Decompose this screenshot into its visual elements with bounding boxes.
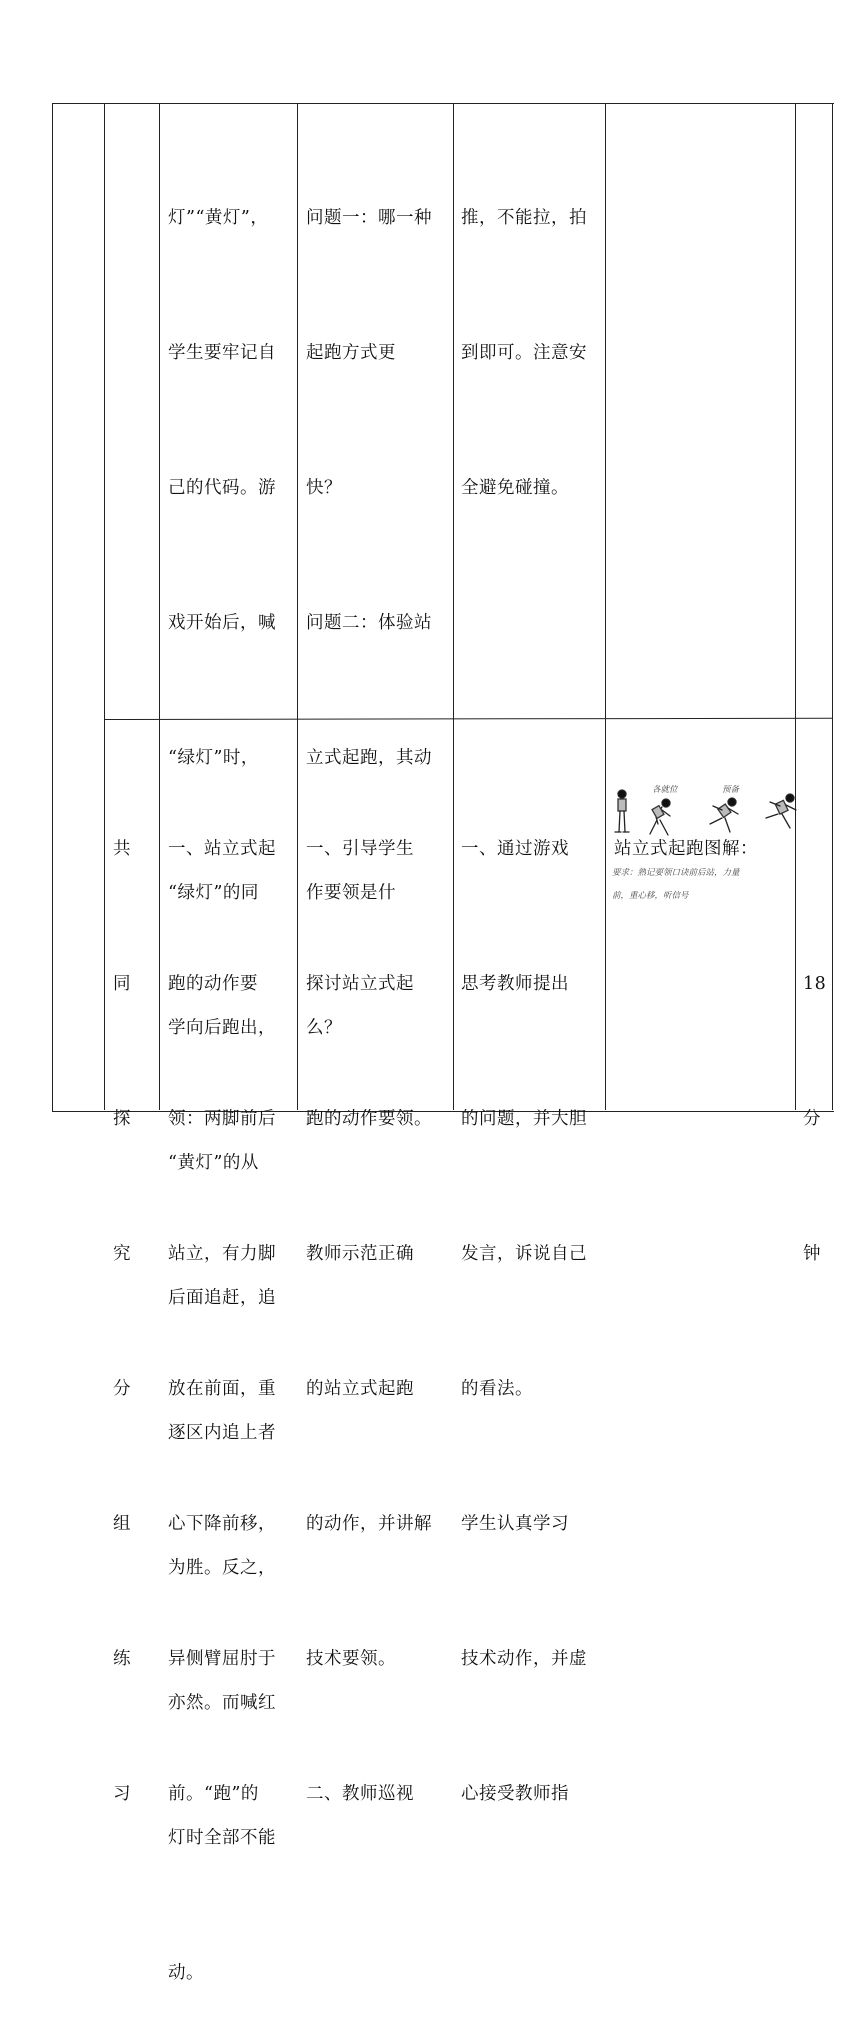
text-line: 探讨站立式起 [306,974,414,994]
text-line: 异侧臂屈肘于 [168,1649,276,1669]
text-line: 么？ [306,1018,342,1038]
text-line: 己的代码。游 [168,478,276,498]
text-line: 问题一：哪一种 [306,208,432,228]
standing-start-illustration [612,780,800,880]
phase-char: 共 [113,839,131,859]
text-line: 思考教师提出 [461,974,569,994]
text-line: 技术要领。 [306,1649,396,1669]
figure-title: 站立式起跑图解： [614,839,758,859]
figure-note-line2: 前，重心移，听信号 [612,891,689,901]
text-line: “黄灯”的从 [168,1153,259,1173]
text-line: 快？ [306,478,342,498]
column-divider [104,103,105,1110]
text-line: 心接受教师指 [461,1784,569,1804]
time-text: 分 [803,1109,821,1129]
text-line: 作要领是什 [306,883,396,903]
column-divider [297,103,298,1110]
figure-note [612,884,800,906]
text-line: 学生要牢记自 [168,343,276,363]
text-line: 灯”“黄灯”， [168,208,269,228]
text-line: 全避免碰撞。 [461,478,569,498]
phase-char: 同 [113,974,131,994]
text-line: 逐区内追上者 [168,1423,276,1443]
text-line: 问题二：体验站 [306,613,432,633]
text-line: 的问题，并大胆 [461,1109,587,1129]
text-line: 技术动作，并虚 [461,1649,587,1669]
text-line: 站立，有力脚 [168,1244,276,1264]
text-line: 灯时全部不能 [168,1828,276,1848]
phase-char: 组 [113,1514,131,1534]
text-line: 动。 [168,1963,204,1983]
text-line: 戏开始后，喊 [168,613,276,633]
text-line: 的站立式起跑 [306,1379,414,1399]
text-line: 一、站立式起 [168,839,276,859]
column-divider [832,103,833,1110]
text-line: 教师示范正确 [306,1244,414,1264]
text-line: 立式起跑，其动 [306,748,432,768]
phase-char: 究 [113,1244,131,1264]
text-line: 二、教师巡视 [306,1784,414,1804]
text-line: 领：两脚前后 [168,1109,276,1129]
time-text: 钟 [803,1244,821,1264]
text-line: 跑的动作要领。 [306,1109,432,1129]
row2-student-cell [461,737,587,1862]
figure-note-line1: 要求：熟记要领口诀前后站，力量 [612,868,740,878]
row2-content-cell [168,737,276,1862]
text-line: 起跑方式更 [306,343,396,363]
text-line: “绿灯”的同 [168,883,259,903]
row1-student-cell [461,106,587,556]
text-line: 的动作，并讲解 [306,1514,432,1534]
text-line: 心下降前移， [168,1514,276,1534]
text-line: 一、通过游戏 [461,839,569,859]
column-divider [605,103,606,1110]
text-line: 一、引导学生 [306,839,414,859]
text-line: 到即可。注意安 [461,343,587,363]
figure-label: 各就位 [652,785,678,795]
text-line: 发言，诉说自己 [461,1244,587,1264]
text-line: 放在前面，重 [168,1379,276,1399]
text-line: 前。“跑”的 [168,1784,259,1804]
text-line: 跑的动作要 [168,974,258,994]
column-divider [453,103,454,1110]
column-divider [159,103,160,1110]
text-line: 亦然。而喊红 [168,1693,276,1713]
row2-time-cell [803,872,826,1322]
text-line: 推，不能拉，拍 [461,208,587,228]
text-line: 的看法。 [461,1379,533,1399]
row2-teacher-cell [306,737,432,1862]
phase-char: 分 [113,1379,131,1399]
column-divider [795,103,796,1110]
text-line: 后面追赶，追 [168,1288,276,1308]
phase-char: 探 [113,1109,131,1129]
phase-char: 习 [113,1784,131,1804]
time-text: 18 [803,974,827,994]
text-line: 学向后跑出， [168,1018,276,1038]
text-line: 学生认真学习 [461,1514,569,1534]
row2-phase-cell [113,737,131,1862]
text-line: 为胜。反之， [168,1558,276,1578]
phase-char: 练 [113,1649,131,1669]
text-line: “绿灯”时， [168,748,259,768]
figure-label: 预备 [722,785,740,795]
